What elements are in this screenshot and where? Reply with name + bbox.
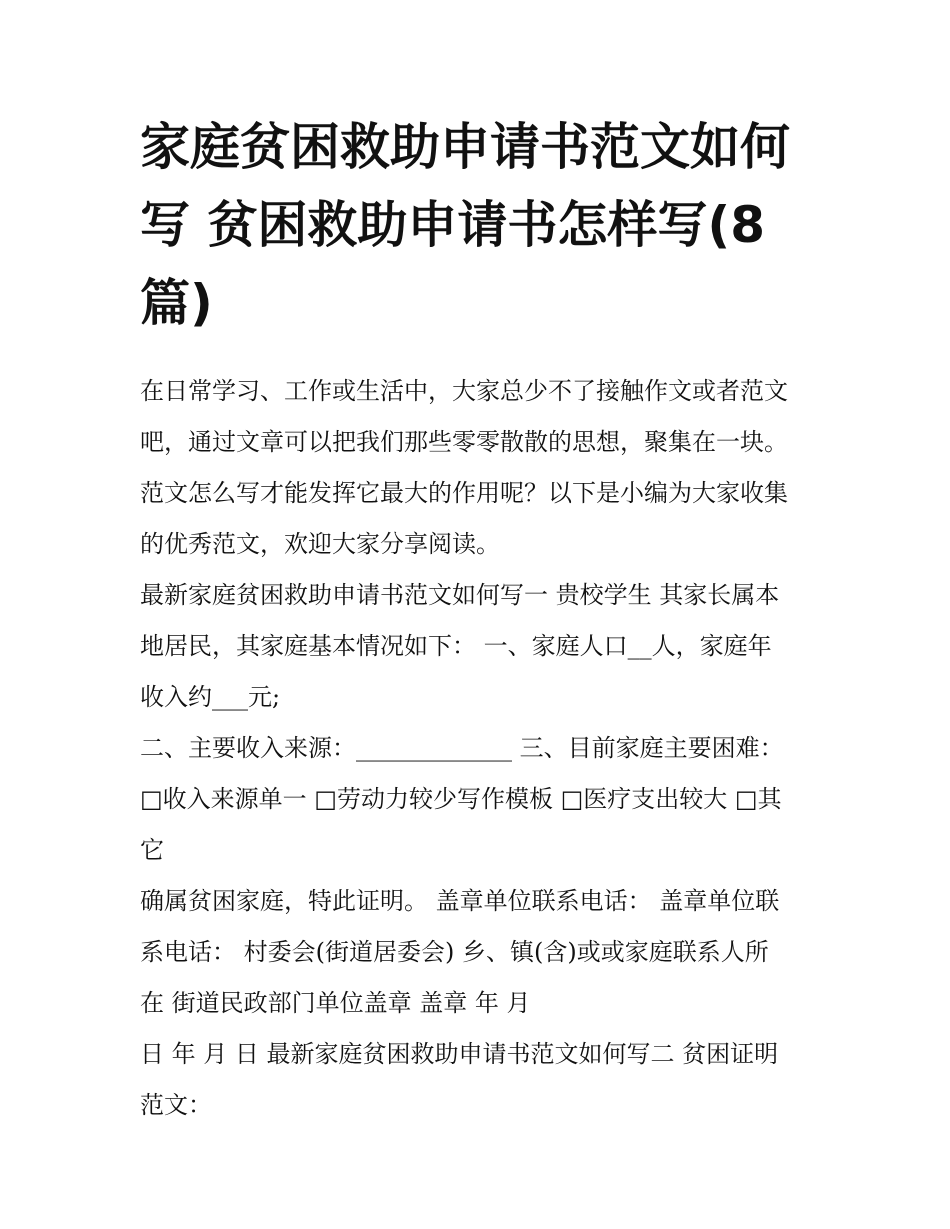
text-line: 范文： [140, 1091, 212, 1119]
title-line: 家庭贫困救助申请书范文如何 [140, 118, 790, 176]
text-line: 在 街道民政部门单位盖章 盖章 年 月 [140, 989, 531, 1017]
title-line: 篇) [140, 274, 213, 332]
income-source-paragraph [140, 723, 820, 876]
text-line: □收入来源单一 □劳动力较少写作模板 □医疗支出较大 □其 [140, 785, 782, 813]
date-paragraph [140, 1029, 820, 1131]
text-line: 地居民，其家庭基本情况如下： 一、家庭人口__人，家庭年 [140, 632, 772, 660]
text-line: 在日常学习、工作或生活中，大家总少不了接触作文或者范文 [140, 377, 788, 405]
document-body [140, 366, 820, 1131]
text-line: 确属贫困家庭，特此证明。 盖章单位联系电话： 盖章单位联 [140, 887, 780, 915]
text-line: 收入约___元; [140, 683, 281, 711]
text-line: 日 年 月 日 最新家庭贫困救助申请书范文如何写二 贫困证明 [140, 1040, 779, 1068]
title-line: 写 贫困救助申请书怎样写(8 [140, 196, 766, 254]
document-title [140, 108, 820, 342]
intro-paragraph [140, 366, 820, 570]
document-page [140, 108, 820, 1131]
sample-one-paragraph [140, 570, 820, 723]
text-line: 系电话： 村委会(街道居委会) 乡、镇(含)或或家庭联系人所 [140, 938, 769, 966]
certification-paragraph [140, 876, 820, 1029]
text-line: 的优秀范文，欢迎大家分享阅读。 [140, 530, 500, 558]
text-line: 最新家庭贫困救助申请书范文如何写一 贵校学生 其家长属本 [140, 581, 780, 609]
text-line: 吧，通过文章可以把我们那些零零散散的思想，聚集在一块。 [140, 428, 788, 456]
text-line: 二、主要收入来源：_____________ 三、目前家庭主要困难： [140, 734, 784, 762]
text-line: 它 [140, 836, 164, 864]
text-line: 范文怎么写才能发挥它最大的作用呢？以下是小编为大家收集 [140, 479, 788, 507]
